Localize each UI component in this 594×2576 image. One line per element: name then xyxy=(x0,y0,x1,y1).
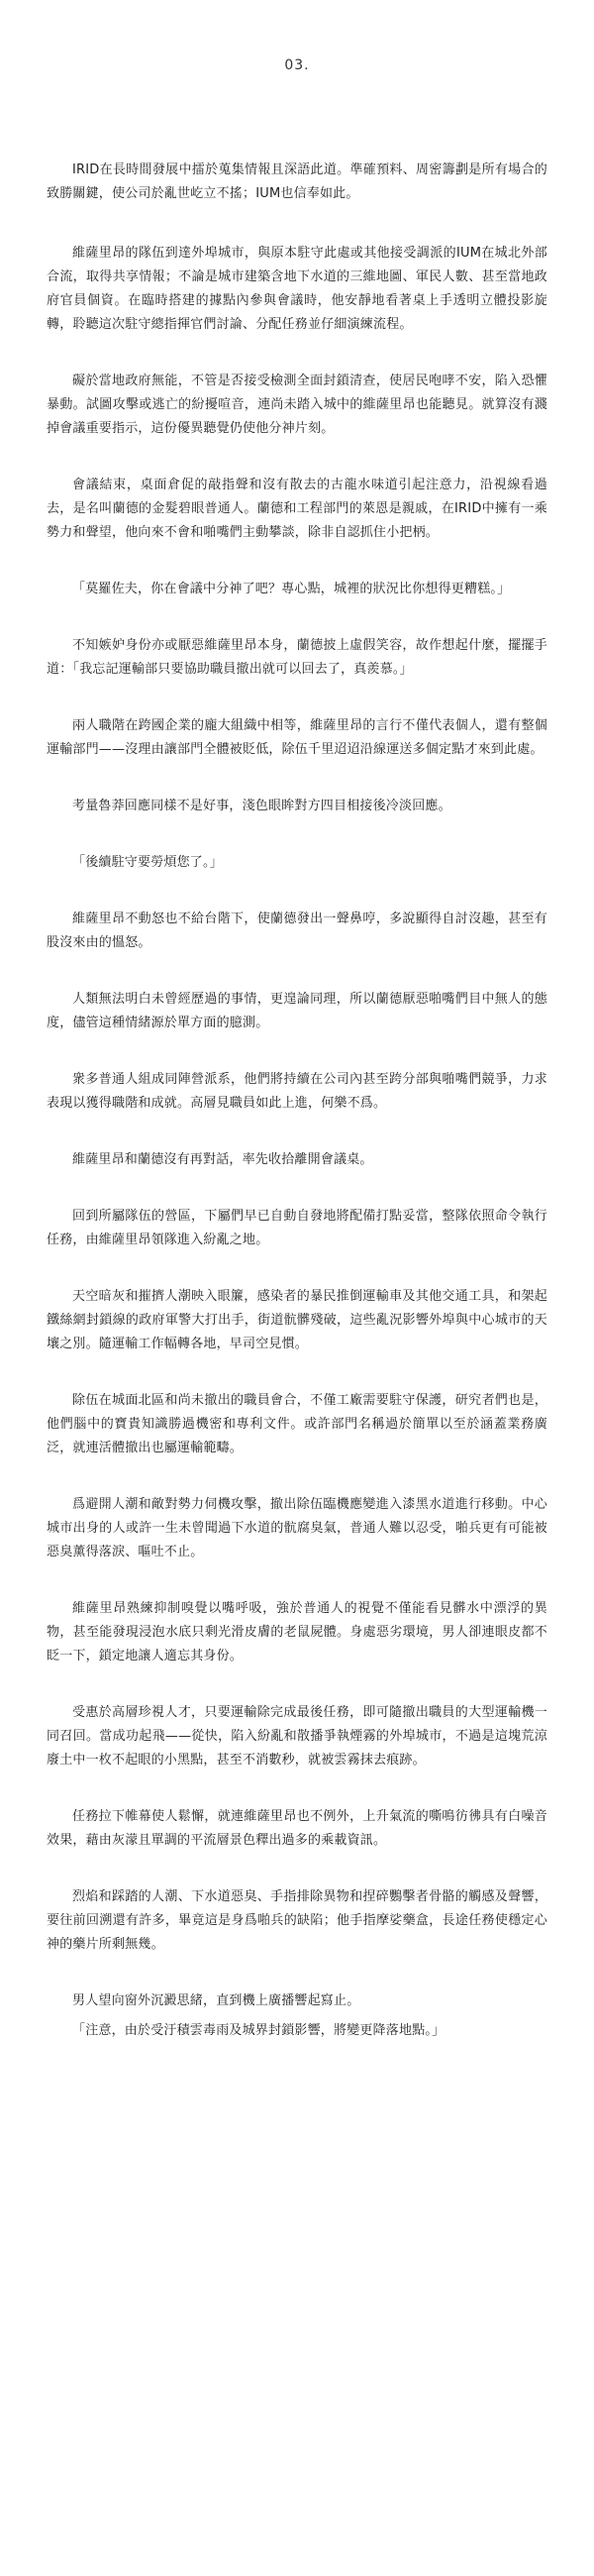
paragraph: 衆多普通人組成同陣營派系，他們將持續在公司內甚至跨分部與啪嘴們競爭，力求表現以獲得職階和成就。高層見職員如此上進，何樂不爲。 xyxy=(47,1072,547,1111)
paragraph: 維薩里昂的隊伍到達外埠城市，與原本駐守此處或其他接受調派的IUM在城北外部合流，取得共享情報；不論是城市建築含地下水道的三維地圖、軍民人數、甚至當地政府官員個資。在臨時搭建的據點內參與會議時，他安靜地看著桌上手透明立體投影旋轉，聆聽這次駐守總指揮官們討論、分配任務並仔細演練流程。 xyxy=(47,246,547,332)
paragraph: 受惠於高層珍視人才，只要運輸除完成最後任務，即可隨撤出職員的大型運輸機一同召回。當成功起飛——從快，陷入紛亂和散播爭執煙霧的外埠城市，不過是這塊荒涼廢土中一枚不起眼的小黑點，甚至不消數秒，就被雲霧抹去痕跡。 xyxy=(47,1705,547,1768)
dialogue-paragraph: 「後續駐守要勞煩您了。」 xyxy=(72,855,223,870)
paragraph: 礙於當地政府無能，不管是否接受檢測全面封鎖清查，使居民咆哮不安，陷入恐懼暴動。試圖攻擊或逃亡的紛擾喧音，連尚未踏入城中的維薩里昂也能聽見。就算沒有濺掉會議重要指示，這份優異聽覺仍使他分神片刻。 xyxy=(47,374,547,436)
paragraph: 任務拉下帷幕使人鬆懈，就連維薩里昂也不例外，上升氣流的嘶鳴彷彿具有白噪音效果，藉由灰濛且單調的平流層景色釋出過多的乘載資訊。 xyxy=(47,1809,547,1848)
paragraph: 天空暗灰和摧擠人潮映入眼簾，感染者的暴民推倒運輸車及其他交通工具，和架起鐵絲網封鎖線的政府軍警大打出手，街道骯髒殘破，這些亂況影響外埠與中心城市的天壤之別。隨運輸工作幅轉各地，早司空見慣。 xyxy=(47,1289,547,1351)
paragraph: 維薩里昂和蘭德沒有再對話，率先收拾離開會議桌。 xyxy=(72,1152,373,1167)
paragraph: 維薩里昂不動怒也不給台階下，使蘭德發出一聲鼻哼，多說顯得自討沒趣，甚至有股沒來由的慍怒。 xyxy=(47,912,547,950)
paragraph: 回到所屬隊伍的營區，下屬們早已自動自發地將配備打點妥當，整隊依照命令執行任務，由維薩里昂領隊進入紛亂之地。 xyxy=(47,1209,547,1247)
paragraph: 兩人職階在跨國企業的龐大組織中相等，維薩里昂的言行不僅代表個人，還有整個運輸部門——沒理由讓部門全體被貶低，除伍千里迢迢沿線運送多個定點才來到此處。 xyxy=(47,718,547,757)
paragraph: 會議結束，桌面倉促的敲指聲和沒有散去的古龍水味道引起注意力，沿視線看過去，是名叫蘭德的金髮碧眼普通人。蘭德和工程部門的萊恩是親戚，在IRID中擁有一乘勢力和聲望，他向來不會和啪嘴們主動攀談，除非自認抓住小把柄。 xyxy=(47,478,547,540)
paragraph: 不知嫉妒身份亦或厭惡維薩里昂本身，蘭德披上虛假笑容，故作想起什麼，擺擺手道：「我忘記運輸部只要協助職員撤出就可以回去了，真羨慕。」 xyxy=(47,638,547,677)
paragraph: 爲避開人潮和敵對勢力伺機攻擊，撤出除伍臨機應變進入漆黑水道進行移動。中心城市出身的人或許一生未曾聞過下水道的骯腐臭氣，普通人難以忍受，啪兵更有可能被惡臭薰得落淚、嘔吐不止。 xyxy=(47,1497,547,1559)
paragraph: 烈焰和踩踏的人潮、下水道惡臭、手指排除異物和捏碎鸚擊者骨骼的觸感及聲響，要往前回溯還有許多，畢竟這是身爲啪兵的缺陷；他手指摩娑藥盒，長途任務使穩定心神的藥片所剩無幾。 xyxy=(47,1889,547,1952)
paragraph: 考量魯莽回應同樣不是好事，淺色眼眸對方四目相接後冷淡回應。 xyxy=(72,799,451,813)
chapter-number: 03. xyxy=(284,57,310,73)
dialogue-paragraph: 「莫羅佐夫，你在會議中分神了吧？專心點，城裡的狀況比你想得更糟糕。」 xyxy=(72,582,511,596)
paragraph: 維薩里昂熟練抑制嗅覺以嘴呼吸，強於普通人的視覺不僅能看見髒水中漂浮的異物，甚至能發現浸泡水底只剩光滑皮膚的老鼠屍體。身處惡劣環境，男人卻連眼皮都不眨一下，鎖定地讓人適忘其身份。 xyxy=(47,1601,547,1664)
paragraph: IRID在長時間發展中擂於蒐集情報且深語此道。準確預料、周密籌劃是所有場合的致勝關鍵，使公司於亂世屹立不搖；IUM也信奉如此。 xyxy=(47,162,547,201)
chapter-body xyxy=(47,159,547,2043)
dialogue-paragraph: 「注意，由於受汙積雲毒雨及城界封鎖影響，將變更降落地點。」 xyxy=(72,2023,446,2038)
paragraph: 除伍在城面北區和尚未撤出的職員會合，不僅工廠需要駐守保護，研究者們也是，他們腦中的寶貴知識勝過機密和專利文件。或許部門名稱過於簡單以至於涵蓋業務廣泛，就連活體撤出也屬運輸範疇。 xyxy=(47,1393,547,1455)
paragraph: 人類無法明白未曾經歷過的事情，更遑論同理，所以蘭德厭惡啪嘴們目中無人的態度，儘管這種情緒源於單方面的臆測。 xyxy=(47,992,547,1030)
paragraph: 男人望向窗外沉澱思緒，直到機上廣播響起寫止。 xyxy=(72,1993,360,2008)
